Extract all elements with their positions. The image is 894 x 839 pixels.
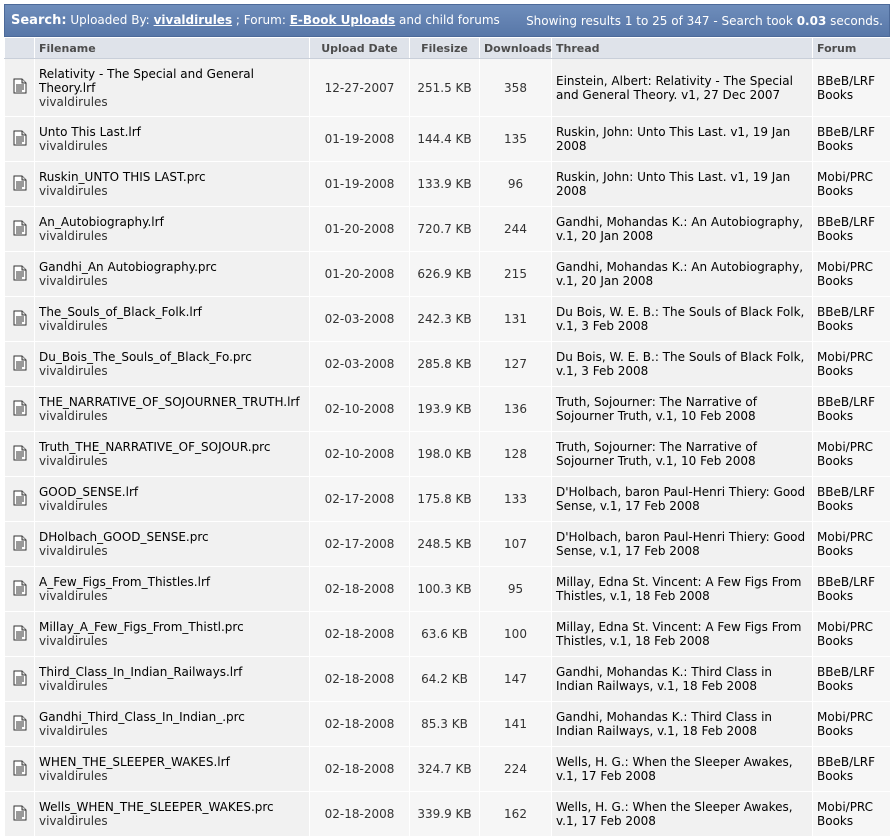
search-label: Search: (11, 13, 67, 28)
upload-date: 02-18-2008 (310, 657, 410, 702)
filename-link[interactable]: Unto This Last.lrf (39, 125, 141, 139)
thread-cell (552, 432, 813, 477)
table-row (5, 612, 891, 657)
thread-link[interactable]: D'Holbach, baron Paul-Henri Thiery: Good Sense, v.1, 17 Feb 2008 (556, 485, 806, 513)
filesize: 63.6 KB (410, 612, 480, 657)
filename-link[interactable]: Relativity - The Special and General Theory.lrf (39, 66, 254, 95)
forum-name[interactable]: Mobi/PRC Books (813, 432, 891, 477)
file-type-cell (5, 477, 35, 522)
filename-link[interactable]: An_Autobiography.lrf (39, 215, 164, 229)
table-row (5, 387, 891, 432)
filename-link[interactable]: DHolbach_GOOD_SENSE.prc (39, 530, 209, 544)
uploader-link[interactable]: vivaldirules (153, 13, 233, 27)
file-type-cell (5, 117, 35, 162)
file-type-cell (5, 342, 35, 387)
forum-name[interactable]: Mobi/PRC Books (813, 792, 891, 837)
thread-link[interactable]: Gandhi, Mohandas K.: Third Class in Indian Railways, v.1, 18 Feb 2008 (556, 710, 773, 738)
download-count: 215 (480, 252, 552, 297)
thread-cell (552, 477, 813, 522)
thread-cell (552, 522, 813, 567)
filesize: 133.9 KB (410, 162, 480, 207)
upload-date: 02-10-2008 (310, 432, 410, 477)
document-icon[interactable] (13, 760, 27, 779)
table-row (5, 207, 891, 252)
thread-cell (552, 792, 813, 837)
filename-cell (35, 387, 310, 432)
file-type-cell (5, 792, 35, 837)
filename-link[interactable]: Gandhi_An Autobiography.prc (39, 260, 217, 274)
file-type-cell (5, 657, 35, 702)
document-icon[interactable] (13, 580, 27, 599)
file-type-cell (5, 702, 35, 747)
filename-cell (35, 567, 310, 612)
file-type-cell (5, 387, 35, 432)
thread-link[interactable]: Wells, H. G.: When the Sleeper Awakes, v.1, 17 Feb 2008 (556, 800, 793, 828)
table-row (5, 342, 891, 387)
uploaded-by-label: Uploaded By: (70, 13, 150, 27)
document-icon[interactable] (13, 715, 27, 734)
download-count: 95 (480, 567, 552, 612)
download-count: 107 (480, 522, 552, 567)
forum-name[interactable]: BBeB/LRF Books (813, 297, 891, 342)
table-row (5, 747, 891, 792)
uploader-name: vivaldirules (39, 454, 108, 468)
uploader-name: vivaldirules (39, 184, 108, 198)
header-forum[interactable]: Forum (813, 38, 891, 59)
forum-name[interactable]: Mobi/PRC Books (813, 162, 891, 207)
filesize: 193.9 KB (410, 387, 480, 432)
filename-link[interactable]: Du_Bois_The_Souls_of_Black_Fo.prc (39, 350, 252, 364)
filesize: 285.8 KB (410, 342, 480, 387)
search-results-panel (4, 4, 890, 839)
forum-suffix: and child forums (399, 13, 500, 27)
filename-link[interactable]: GOOD_SENSE.lrf (39, 485, 139, 499)
filesize: 64.2 KB (410, 657, 480, 702)
uploader-name: vivaldirules (39, 769, 108, 783)
upload-date: 02-03-2008 (310, 297, 410, 342)
download-count: 135 (480, 117, 552, 162)
header-thread[interactable]: Thread (552, 38, 813, 59)
table-row (5, 792, 891, 837)
results-suffix: seconds. (830, 13, 883, 28)
uploader-name: vivaldirules (39, 409, 108, 423)
download-count: 128 (480, 432, 552, 477)
forum-name[interactable]: BBeB/LRF Books (813, 387, 891, 432)
filesize: 175.8 KB (410, 477, 480, 522)
document-icon[interactable] (13, 130, 27, 149)
uploader-name: vivaldirules (39, 679, 108, 693)
thread-cell (552, 162, 813, 207)
document-icon[interactable] (13, 670, 27, 689)
upload-date: 01-19-2008 (310, 117, 410, 162)
upload-date: 01-19-2008 (310, 162, 410, 207)
file-type-cell (5, 252, 35, 297)
uploader-name: vivaldirules (39, 139, 108, 153)
document-icon[interactable] (13, 175, 27, 194)
table-row (5, 252, 891, 297)
thread-cell (552, 59, 813, 117)
forum-name[interactable]: BBeB/LRF Books (813, 117, 891, 162)
file-type-cell (5, 207, 35, 252)
table-row (5, 297, 891, 342)
thread-cell (552, 252, 813, 297)
thread-link[interactable]: Ruskin, John: Unto This Last. v1, 19 Jan 2008 (556, 170, 791, 198)
filesize: 324.7 KB (410, 747, 480, 792)
filename-cell (35, 747, 310, 792)
forum-name[interactable]: Mobi/PRC Books (813, 702, 891, 747)
document-icon[interactable] (13, 805, 27, 824)
search-criteria (11, 13, 500, 28)
filename-cell (35, 702, 310, 747)
forum-link[interactable]: E-Book Uploads (289, 13, 396, 27)
thread-cell (552, 117, 813, 162)
filename-cell (35, 342, 310, 387)
filename-cell (35, 522, 310, 567)
uploader-name: vivaldirules (39, 634, 108, 648)
upload-date: 02-10-2008 (310, 387, 410, 432)
upload-date: 02-17-2008 (310, 522, 410, 567)
upload-date: 02-18-2008 (310, 792, 410, 837)
results-table (4, 37, 890, 837)
thread-link[interactable]: Ruskin, John: Unto This Last. v1, 19 Jan 2008 (556, 125, 791, 153)
download-count: 127 (480, 342, 552, 387)
forum-name[interactable]: Mobi/PRC Books (813, 252, 891, 297)
header-filesize[interactable]: Filesize (410, 38, 480, 59)
filename-cell (35, 59, 310, 117)
filename-cell (35, 792, 310, 837)
forum-name[interactable]: Mobi/PRC Books (813, 522, 891, 567)
download-count: 224 (480, 747, 552, 792)
document-icon[interactable] (13, 78, 27, 97)
filename-cell (35, 207, 310, 252)
results-prefix: Showing results 1 to 25 of 347 - Search took (526, 13, 793, 28)
table-header-row (5, 38, 891, 59)
filesize: 198.0 KB (410, 432, 480, 477)
thread-link[interactable]: Wells, H. G.: When the Sleeper Awakes, v.1, 17 Feb 2008 (556, 755, 793, 783)
forum-name[interactable]: Mobi/PRC Books (813, 342, 891, 387)
file-type-cell (5, 747, 35, 792)
download-count: 244 (480, 207, 552, 252)
forum-prefix: ; Forum: (235, 13, 286, 27)
table-row (5, 567, 891, 612)
download-count: 133 (480, 477, 552, 522)
thread-cell (552, 297, 813, 342)
filesize: 248.5 KB (410, 522, 480, 567)
uploader-name: vivaldirules (39, 229, 108, 243)
thread-cell (552, 567, 813, 612)
download-count: 141 (480, 702, 552, 747)
thread-link[interactable]: Gandhi, Mohandas K.: An Autobiography, v.1, 20 Jan 2008 (556, 215, 804, 243)
download-count: 162 (480, 792, 552, 837)
file-type-cell (5, 567, 35, 612)
table-row (5, 162, 891, 207)
filename-cell (35, 297, 310, 342)
download-count: 96 (480, 162, 552, 207)
filesize: 251.5 KB (410, 59, 480, 117)
file-type-cell (5, 297, 35, 342)
upload-date: 01-20-2008 (310, 252, 410, 297)
uploader-name: vivaldirules (39, 589, 108, 603)
download-count: 131 (480, 297, 552, 342)
uploader-name: vivaldirules (39, 319, 108, 333)
filesize: 339.9 KB (410, 792, 480, 837)
filesize: 144.4 KB (410, 117, 480, 162)
upload-date: 02-17-2008 (310, 477, 410, 522)
uploader-name: vivaldirules (39, 544, 108, 558)
document-icon[interactable] (13, 220, 27, 239)
document-icon[interactable] (13, 535, 27, 554)
upload-date: 02-18-2008 (310, 567, 410, 612)
filename-cell (35, 432, 310, 477)
filename-link[interactable]: Truth_THE_NARRATIVE_OF_SOJOUR.prc (39, 440, 271, 454)
thread-link[interactable]: Einstein, Albert: Relativity - The Special and General Theory. v1, 27 Dec 2007 (556, 73, 793, 102)
uploader-name: vivaldirules (39, 364, 108, 378)
file-type-cell (5, 522, 35, 567)
filesize: 626.9 KB (410, 252, 480, 297)
filename-cell (35, 117, 310, 162)
thread-link[interactable]: Gandhi, Mohandas K.: An Autobiography, v.1, 20 Jan 2008 (556, 260, 804, 288)
filename-link[interactable]: Wells_WHEN_THE_SLEEPER_WAKES.prc (39, 800, 274, 814)
filename-link[interactable]: WHEN_THE_SLEEPER_WAKES.lrf (39, 755, 230, 769)
uploader-name: vivaldirules (39, 499, 108, 513)
filesize: 720.7 KB (410, 207, 480, 252)
uploader-name: vivaldirules (39, 724, 108, 738)
upload-date: 02-03-2008 (310, 342, 410, 387)
upload-date: 02-18-2008 (310, 702, 410, 747)
thread-cell (552, 387, 813, 432)
search-time: 0.03 (796, 13, 827, 28)
filename-cell (35, 612, 310, 657)
header-filename[interactable]: Filename (35, 38, 310, 59)
filename-link[interactable]: Ruskin_UNTO THIS LAST.prc (39, 170, 206, 184)
thread-link[interactable]: Du Bois, W. E. B.: The Souls of Black Folk, v.1, 3 Feb 2008 (556, 305, 805, 333)
forum-name[interactable]: BBeB/LRF Books (813, 747, 891, 792)
table-row (5, 117, 891, 162)
document-icon[interactable] (13, 265, 27, 284)
uploader-name: vivaldirules (39, 814, 108, 828)
header-icon (5, 38, 35, 59)
results-summary (526, 14, 883, 28)
thread-cell (552, 342, 813, 387)
filename-link[interactable]: Third_Class_In_Indian_Railways.lrf (39, 665, 243, 679)
thread-link[interactable]: Gandhi, Mohandas K.: Third Class in Indian Railways, v.1, 18 Feb 2008 (556, 665, 773, 693)
thread-cell (552, 612, 813, 657)
table-row (5, 59, 891, 117)
filename-cell (35, 477, 310, 522)
thread-link[interactable]: Truth, Sojourner: The Narrative of Sojourner Truth, v.1, 10 Feb 2008 (556, 395, 757, 423)
thread-link[interactable]: D'Holbach, baron Paul-Henri Thiery: Good Sense, v.1, 17 Feb 2008 (556, 530, 806, 558)
document-icon[interactable] (13, 355, 27, 374)
upload-date: 02-18-2008 (310, 747, 410, 792)
file-type-cell (5, 59, 35, 117)
document-icon[interactable] (13, 445, 27, 464)
table-row (5, 657, 891, 702)
download-count: 147 (480, 657, 552, 702)
filename-link[interactable]: A_Few_Figs_From_Thistles.lrf (39, 575, 211, 589)
document-icon[interactable] (13, 310, 27, 329)
filesize: 242.3 KB (410, 297, 480, 342)
filesize: 100.3 KB (410, 567, 480, 612)
document-icon[interactable] (13, 625, 27, 644)
thread-link[interactable]: Millay, Edna St. Vincent: A Few Figs From Thistles, v.1, 18 Feb 2008 (556, 575, 802, 603)
document-icon[interactable] (13, 490, 27, 509)
thread-cell (552, 702, 813, 747)
file-type-cell (5, 432, 35, 477)
upload-date: 12-27-2007 (310, 59, 410, 117)
file-type-cell (5, 612, 35, 657)
filename-cell (35, 657, 310, 702)
table-row (5, 432, 891, 477)
document-icon[interactable] (13, 400, 27, 419)
thread-link[interactable]: Truth, Sojourner: The Narrative of Sojourner Truth, v.1, 10 Feb 2008 (556, 440, 757, 468)
filesize: 85.3 KB (410, 702, 480, 747)
filename-link[interactable]: THE_NARRATIVE_OF_SOJOURNER_TRUTH.lrf (39, 395, 300, 409)
upload-date: 02-18-2008 (310, 612, 410, 657)
forum-name[interactable]: BBeB/LRF Books (813, 567, 891, 612)
forum-name[interactable]: BBeB/LRF Books (813, 59, 891, 117)
filename-cell (35, 162, 310, 207)
thread-link[interactable]: Millay, Edna St. Vincent: A Few Figs From Thistles, v.1, 18 Feb 2008 (556, 620, 802, 648)
table-row (5, 522, 891, 567)
thread-link[interactable]: Du Bois, W. E. B.: The Souls of Black Folk, v.1, 3 Feb 2008 (556, 350, 805, 378)
uploader-name: vivaldirules (39, 274, 108, 288)
forum-name[interactable]: BBeB/LRF Books (813, 207, 891, 252)
thread-cell (552, 657, 813, 702)
forum-name[interactable]: BBeB/LRF Books (813, 477, 891, 522)
uploader-name: vivaldirules (39, 94, 108, 109)
filename-link[interactable]: The_Souls_of_Black_Folk.lrf (39, 305, 202, 319)
filename-link[interactable]: Millay_A_Few_Figs_From_Thistl.prc (39, 620, 244, 634)
filename-link[interactable]: Gandhi_Third_Class_In_Indian_.prc (39, 710, 245, 724)
thread-cell (552, 747, 813, 792)
filename-cell (35, 252, 310, 297)
download-count: 358 (480, 59, 552, 117)
upload-date: 01-20-2008 (310, 207, 410, 252)
header-upload-date[interactable]: Upload Date (310, 38, 410, 59)
table-row (5, 477, 891, 522)
download-count: 136 (480, 387, 552, 432)
forum-name[interactable]: Mobi/PRC Books (813, 612, 891, 657)
search-header-bar (4, 4, 890, 37)
thread-cell (552, 207, 813, 252)
download-count: 100 (480, 612, 552, 657)
file-type-cell (5, 162, 35, 207)
header-downloads[interactable]: Downloads (480, 38, 552, 59)
forum-name[interactable]: BBeB/LRF Books (813, 657, 891, 702)
table-row (5, 702, 891, 747)
